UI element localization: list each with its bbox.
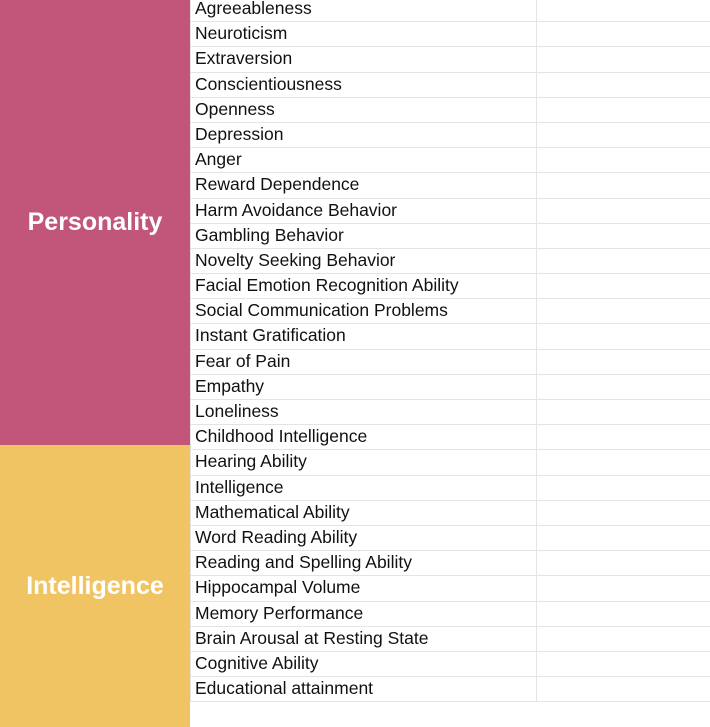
table-row[interactable]: Facial Emotion Recognition Ability (190, 273, 536, 299)
table-row[interactable]: Depression (190, 122, 536, 148)
table-row[interactable]: Reading and Spelling Ability (190, 550, 536, 576)
table-row[interactable]: Novelty Seeking Behavior (190, 248, 536, 274)
table-row[interactable]: Intelligence (190, 475, 536, 501)
table-row[interactable]: Agreeableness (190, 0, 536, 22)
empty-cell[interactable] (536, 147, 710, 173)
empty-cell[interactable] (536, 223, 710, 249)
table-row[interactable]: Reward Dependence (190, 172, 536, 198)
empty-cell[interactable] (536, 323, 710, 349)
empty-cell[interactable] (536, 72, 710, 98)
trait-column (190, 0, 536, 702)
table-row[interactable]: Hearing Ability (190, 449, 536, 475)
table-row[interactable]: Neuroticism (190, 21, 536, 47)
table-row[interactable]: Word Reading Ability (190, 525, 536, 551)
table-row[interactable]: Educational attainment (190, 676, 536, 702)
empty-cell[interactable] (536, 374, 710, 400)
empty-cell[interactable] (536, 298, 710, 324)
table-row[interactable]: Harm Avoidance Behavior (190, 198, 536, 224)
table-row[interactable]: Gambling Behavior (190, 223, 536, 249)
empty-cell[interactable] (536, 475, 710, 501)
empty-cell[interactable] (536, 46, 710, 72)
category-label-intelligence: Intelligence (26, 571, 164, 600)
table-row[interactable]: Fear of Pain (190, 349, 536, 375)
table-row[interactable]: Mathematical Ability (190, 500, 536, 526)
empty-cell[interactable] (536, 349, 710, 375)
table-row[interactable]: Empathy (190, 374, 536, 400)
empty-cell[interactable] (536, 97, 710, 123)
empty-cell[interactable] (536, 248, 710, 274)
empty-cell[interactable] (536, 449, 710, 475)
table-row[interactable]: Memory Performance (190, 601, 536, 627)
table-row[interactable]: Anger (190, 147, 536, 173)
table-row[interactable]: Instant Gratification (190, 323, 536, 349)
table-row[interactable]: Cognitive Ability (190, 651, 536, 677)
empty-cell[interactable] (536, 550, 710, 576)
category-cell-personality[interactable] (0, 0, 190, 445)
empty-cell[interactable] (536, 172, 710, 198)
empty-cell[interactable] (536, 0, 710, 22)
table-row[interactable]: Brain Arousal at Resting State (190, 626, 536, 652)
empty-cell[interactable] (536, 273, 710, 299)
table-row[interactable]: Loneliness (190, 399, 536, 425)
table-row[interactable]: Openness (190, 97, 536, 123)
empty-cell[interactable] (536, 21, 710, 47)
empty-cell[interactable] (536, 651, 710, 677)
empty-cell[interactable] (536, 500, 710, 526)
table-row[interactable]: Social Communication Problems (190, 298, 536, 324)
empty-cell[interactable] (536, 525, 710, 551)
empty-cell[interactable] (536, 575, 710, 601)
category-cell-intelligence[interactable] (0, 445, 190, 727)
empty-column (536, 0, 710, 702)
table-row[interactable]: Extraversion (190, 46, 536, 72)
empty-cell[interactable] (536, 601, 710, 627)
table-row[interactable]: Childhood Intelligence (190, 424, 536, 450)
category-label-personality: Personality (27, 208, 163, 236)
empty-cell[interactable] (536, 626, 710, 652)
table-row[interactable]: Conscientiousness (190, 72, 536, 98)
empty-cell[interactable] (536, 399, 710, 425)
empty-cell[interactable] (536, 676, 710, 702)
empty-cell[interactable] (536, 424, 710, 450)
empty-cell[interactable] (536, 122, 710, 148)
empty-cell[interactable] (536, 198, 710, 224)
table-row[interactable]: Hippocampal Volume (190, 575, 536, 601)
